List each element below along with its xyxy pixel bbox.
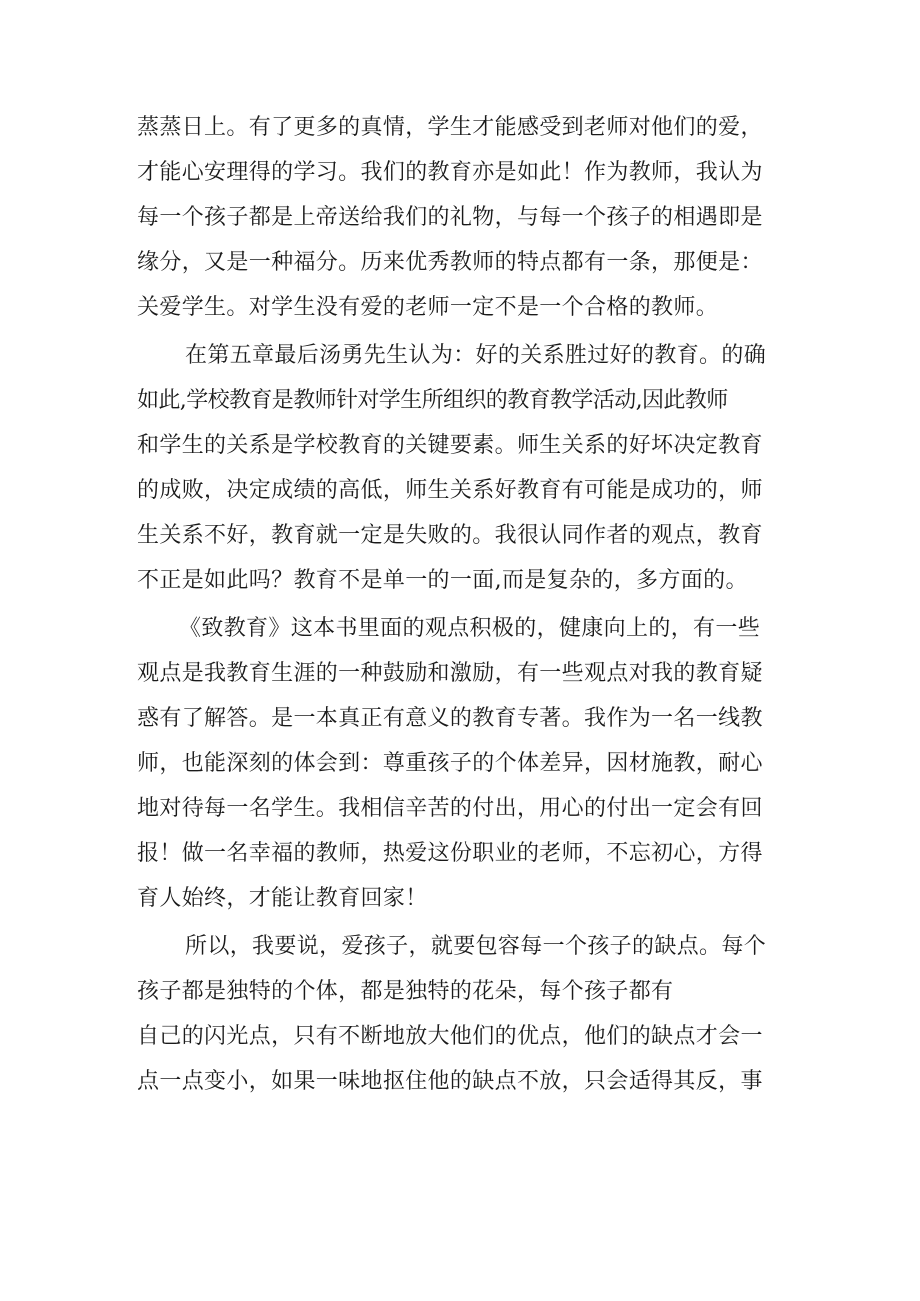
- text-line: 才能心安理得的学习。我们的教育亦是如此！作为教师，我认为: [137, 160, 763, 185]
- text-line: 孩子都是独特的个体，都是独特的花朵，每个孩子都有: [137, 979, 674, 1004]
- text-line: 的成败，决定成绩的高低，师生关系好教育有可能是成功的，师: [137, 478, 763, 503]
- paragraph: [137, 924, 797, 1014]
- text-line: 《致教育》这本书里面的观点积极的，健康向上的，有一些: [179, 616, 761, 641]
- text-line: 蒸蒸日上。有了更多的真情，学生才能感受到老师对他们的爱，: [137, 115, 763, 140]
- document-body: [137, 105, 797, 1104]
- text-line: 自己的闪光点，只有不断地放大他们的优点，他们的缺点才会一: [137, 1024, 763, 1049]
- paragraph: [137, 606, 797, 921]
- text-line: 惑有了解答。是一本真正有意义的教育专著。我作为一名一线教: [137, 706, 763, 731]
- text-line: 每一个孩子都是上帝送给我们的礼物，与每一个孩子的相遇即是: [137, 205, 763, 230]
- text-line: 和学生的关系是学校教育的关键要素。师生关系的好坏决定教育: [137, 433, 763, 458]
- text-line: 育人始终，才能让教育回家！: [137, 886, 428, 911]
- paragraph: [137, 105, 797, 330]
- text-line: 师，也能深刻的体会到：尊重孩子的个体差异，因材施教，耐心: [137, 751, 763, 776]
- text-line: 点一点变小，如果一味地抠住他的缺点不放，只会适得其反，事: [137, 1069, 763, 1094]
- text-line: 缘分，又是一种福分。历来优秀教师的特点都有一条，那便是：: [137, 250, 763, 275]
- text-line: 地对待每一名学生。我相信辛苦的付出，用心的付出一定会有回: [137, 796, 763, 821]
- text-line: 在第五章最后汤勇先生认为：好的关系胜过好的教育。的确: [185, 343, 767, 368]
- text-line: 所以，我要说，爱孩子，就要包容每一个孩子的缺点。每个: [185, 934, 767, 959]
- text-line: 关爱学生。对学生没有爱的老师一定不是一个合格的教师。: [137, 295, 719, 320]
- paragraph: [137, 1014, 797, 1104]
- text-line: 观点是我教育生涯的一种鼓励和激励，有一些观点对我的教育疑: [137, 661, 763, 686]
- paragraph: [137, 333, 797, 603]
- text-line: 生关系不好，教育就一定是失败的。我很认同作者的观点，教育: [137, 523, 763, 548]
- text-line: 不正是如此吗？教育不是单一的一面,而是复杂的，多方面的。: [137, 568, 748, 593]
- text-line: 报！做一名幸福的教师，热爱这份职业的老师，不忘初心，方得: [137, 841, 763, 866]
- text-line: 如此,学校教育是教师针对学生所组织的教育教学活动,因此教师: [137, 388, 728, 413]
